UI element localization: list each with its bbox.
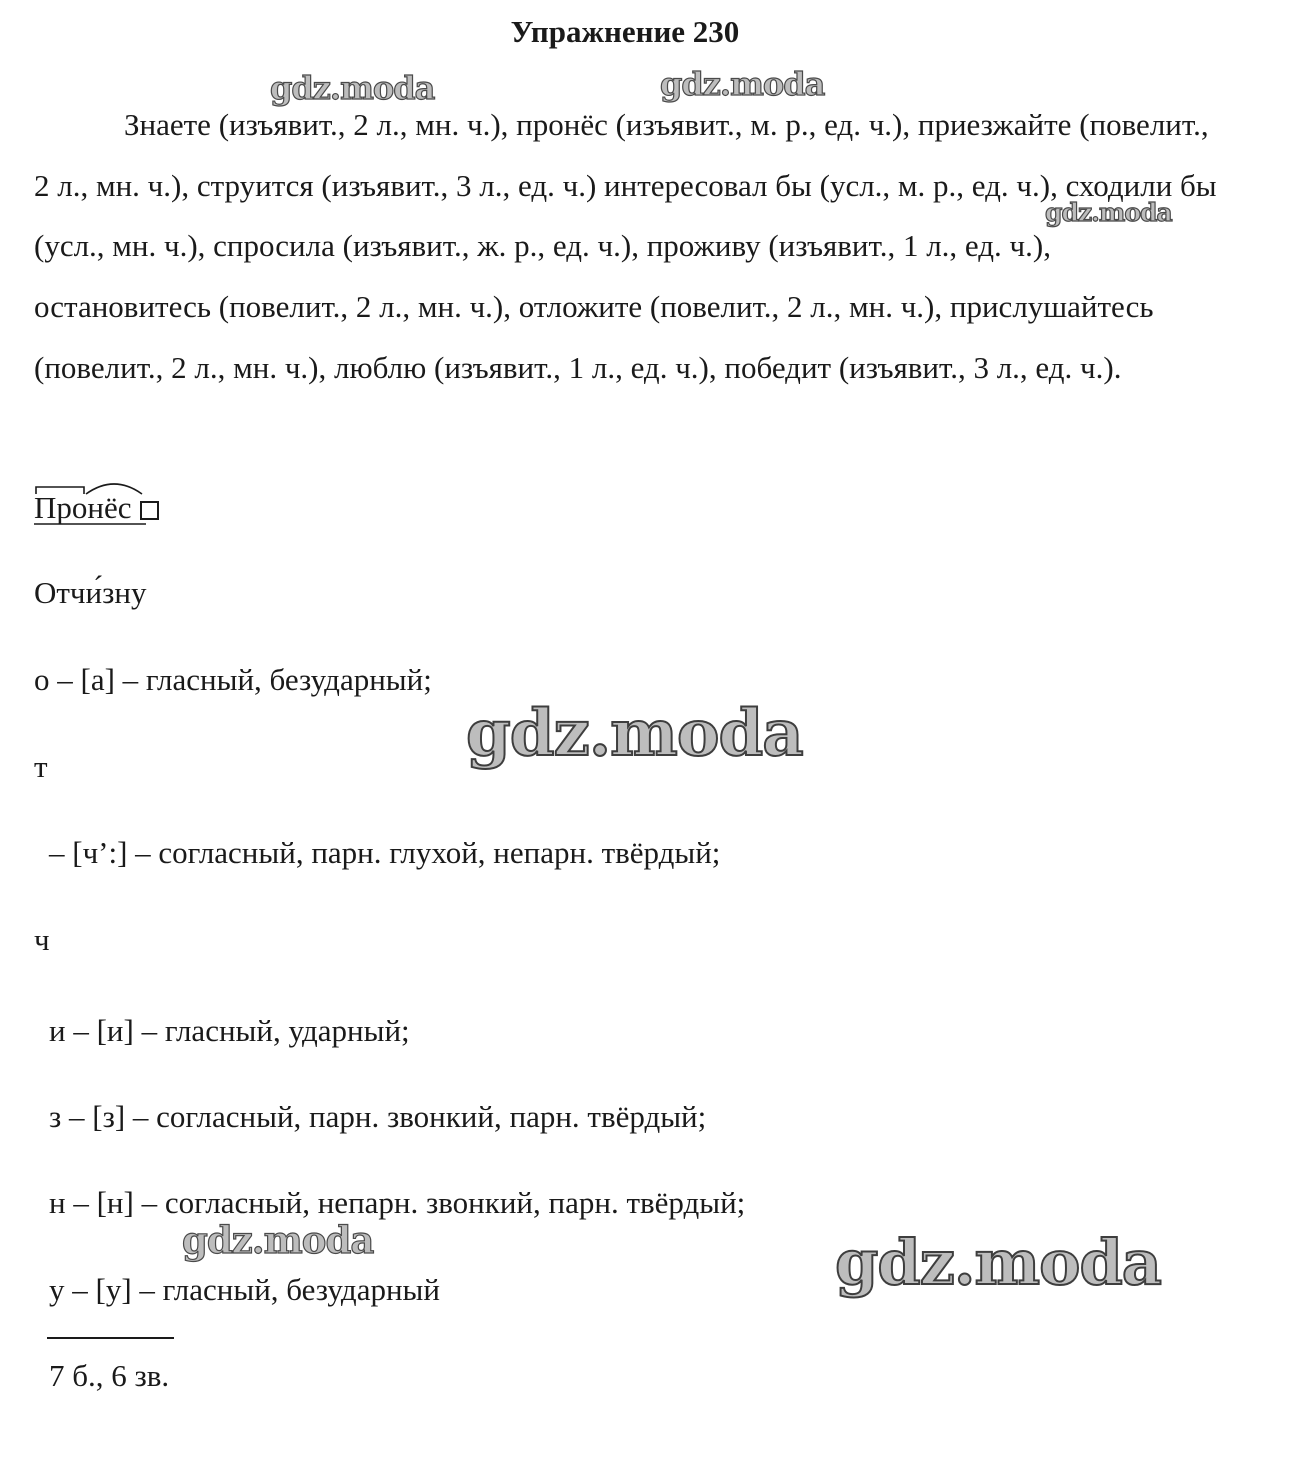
phonetic-line: з – [з] – согласный, парн. звонкий, парн. твёрдый; — [49, 1099, 707, 1134]
phonetic-word: Отчи́зну — [34, 575, 147, 610]
watermark-logo: gdz.moda — [182, 1218, 374, 1262]
morph-word — [34, 488, 132, 528]
morph-analysis-line — [34, 488, 159, 528]
exercise-title: Упражнение 230 — [510, 14, 740, 49]
phonetic-line: и – [и] – гласный, ударный; — [49, 1013, 410, 1048]
exercise-paragraph: Знаете (изъявит., 2 л., мн. ч.), пронёс (изъявит., м. р., ед. ч.), приезжайте (повелит., 2 л., мн. ч.), струится (изъявит., 3 л., ед. ч.) интересовал бы (усл., м. р., ед. ч.), сходили бы (усл., мн. ч.), спросила (изъявит., ж. р., ед. ч.), проживу (изъявит., 1 л., ед. ч.), остановитесь (повелит., 2 л., мн. ч.), отложите (повелит., 2 л., мн. ч.), прислушайтесь (повелит., 2 л., мн. ч.), люблю (изъявит., 1 л., ед. ч.), победит (изъявит., 3 л., ед. ч.). — [34, 107, 1217, 385]
phonetic-summary: 7 б., 6 зв. — [49, 1358, 170, 1393]
watermark-logo: gdz.moda — [466, 696, 803, 771]
watermark-logo: gdz.moda — [660, 65, 825, 103]
phonetic-line: о – [а] – гласный, безударный; — [34, 662, 432, 697]
summary-divider — [47, 1337, 174, 1339]
phonetic-line: т — [34, 749, 48, 784]
phonetic-line: – [ч’:] – согласный, парн. глухой, непарн. твёрдый; — [49, 835, 721, 870]
watermark-logo: gdz.moda — [270, 69, 435, 107]
watermark-logo: gdz.moda — [835, 1226, 1161, 1299]
phonetic-line: у – [у] – гласный, безударный — [49, 1272, 440, 1307]
morph-word-text: Пронёс — [34, 490, 132, 525]
phonetic-line: ч — [34, 922, 50, 957]
morpheme-marks-icon — [34, 480, 149, 528]
phonetic-line: н – [н] – согласный, непарн. звонкий, парн. твёрдый; — [49, 1185, 746, 1220]
watermark-logo: gdz.moda — [1045, 198, 1172, 227]
